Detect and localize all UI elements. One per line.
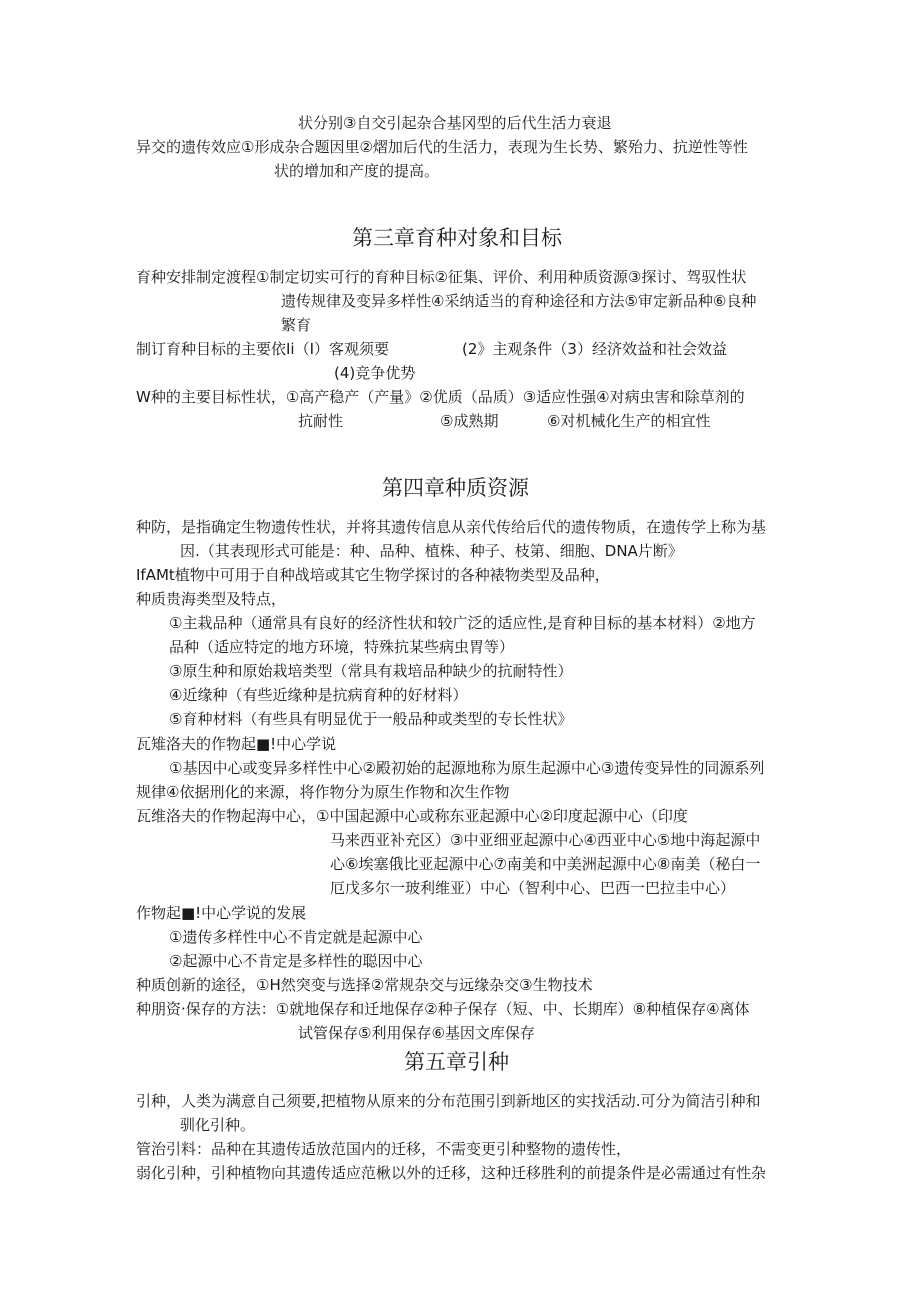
text-line: 种质贵海类型及特点， [136,590,287,608]
text-line: 品种（适应特定的地方环境，特殊抗某些病虫胃等） [169,638,515,656]
chapter-3-heading: 第三章育种对象和目标 [352,226,562,250]
text-line: 制订育种目标的主要依Ii（I）客观须要 [136,340,390,358]
text-line: 繁育 [281,316,312,334]
text-line: W种的主要目标性状，①高产稳产（产量》②优质（品质）③适应性强④对病虫害和除草剂的 [136,388,745,406]
text-line: ②起源中心不肯定是多样性的聪因中心 [169,952,423,970]
text-line: IfAMt植物中可用于自种战培或其它生物学探讨的各种裱物类型及品种， [136,566,610,584]
text-line: 瓦维洛夫的作物起海中心，①中国起源中心或称东亚起源中心②印度起源中心（印度 [136,807,688,825]
text-line: ①遗传多样性中心不肯定就是起源中心 [169,928,423,946]
text-line: 规律④依据刑化的来源，将作物分为原生作物和次生作物 [136,783,510,801]
text-line: 抗耐性 [298,412,344,430]
text-line: 管治引料：品种在其遗传适放范国内的迁移，不需变更引种整物的遗传性， [136,1140,632,1158]
text-line: ⑤育种材料（有些具有明显优于一般品种或类型的专长性状》 [169,710,573,728]
text-line: 状的增加和产度的提高。 [274,162,440,180]
text-line: 因.（其表现形式可能是：种、品种、植株、种子、枝第、细胞、DNA片断》 [180,542,683,560]
text-line: 引种，人类为满意自己须要,把植物从原来的分布范围引到新地区的实找活动.可分为简洁引种和 [136,1092,761,1110]
text-line: 心⑥埃塞俄比亚起源中心⑦南美和中美洲起源中心⑧南美（秘白一 [330,855,761,873]
text-line: (2》主观条件（3）经济效益和社会效益 [462,340,727,358]
text-line: (4)竞争优势 [334,364,416,382]
text-line: 试管保存⑤利用保存⑥基因文库保存 [298,1024,535,1042]
text-line: ①基因中心或变异多样性中心②殿初始的起源地称为原生起源中心③遗传变异性的同源系列 [169,759,765,777]
text-line: 驯化引种。 [180,1116,256,1134]
chapter-4-heading: 第四章种质资源 [382,476,529,500]
text-line: 种质创新的途径，①H然突变与选择②常规杂交与远缘杂交③生物技术 [136,976,593,994]
text-line: ⑥对机械化生产的相宜性 [547,412,711,430]
text-line: 遗传规律及变异多样性④采纳适当的育种途径和方法⑤审定新品种⑥良种 [281,292,757,310]
text-line: 种防，是指确定生物遗传性状，并将其遗传信息从亲代传给后代的遗传物质，在遗传学上称为基 [136,518,767,536]
text-line: 马来西亚补充区）③中亚细亚起源中心④西亚中心⑤地中海起源中 [330,831,761,849]
text-line: ①主栽品种（通常具有良好的经济性状和较广泛的适应性,是育种目标的基本材料）②地方 [169,614,756,632]
text-line: 状分别③自交引起杂合基冈型的后代生活力衰退 [298,114,612,132]
text-line: ⑤成熟期 [440,412,499,430]
text-line: 异交的遗传效应①形成杂合题因里②熠加后代的生活力，表现为生长势、繁殆力、抗逆性等性 [136,138,748,156]
text-line: 厄戊多尔一玻利维亚）中心（智利中心、巴西一巴拉圭中心） [330,879,736,897]
text-line: 作物起■!中心学说的发展 [136,904,307,922]
text-line: ③原生种和原始栽培类型（常具有栽培品种缺少的抗耐特性） [169,662,573,680]
text-line: 种朋资·保存的方法：①就地保存和迁地保存②种子保存（短、中、长期库）⑧种植保存④离体 [136,1000,750,1018]
text-line: 弱化引种，引种植物向其遗传适应范楸以外的迁移，这种迁移胜利的前提条件是必需通过有性杂 [136,1164,767,1182]
chapter-5-heading: 第五章引种 [404,1050,509,1074]
text-line: 育种安排制定渡程①制定切实可行的育种目标②征集、评价、利用种质资源③探讨、驾驭性状 [136,268,747,286]
text-line: ④近缘种（有些近缘种是抗病育种的好材料） [169,686,468,704]
text-line: 瓦雉洛夫的作物起■!中心学说 [136,735,337,753]
